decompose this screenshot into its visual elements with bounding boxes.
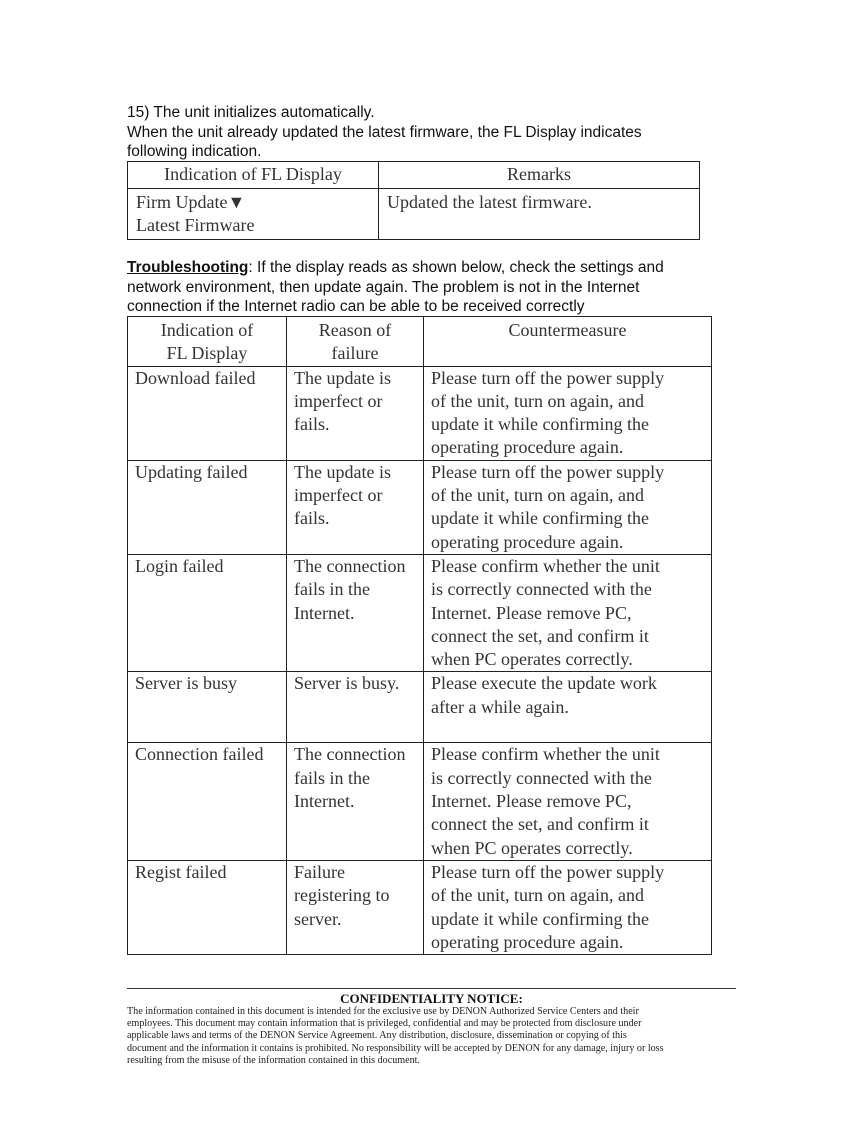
troubleshooting-paragraph <box>127 258 727 317</box>
intro-paragraph <box>127 103 727 162</box>
notice-line: resulting from the misuse of the information contained in this document. <box>127 1054 420 1066</box>
table-row <box>128 554 712 671</box>
step-heading: 15) The unit initializes automatically. <box>127 104 375 121</box>
troubleshooting-text: : If the display reads as shown below, check the settings and <box>248 259 664 276</box>
notice-line: employees. This document may contain information that is privileged, confidential and may be protected from disclosure under <box>127 1018 642 1030</box>
indication-cell: Connection failed <box>128 743 287 860</box>
column-header: Countermeasure <box>424 317 712 367</box>
table-row <box>128 189 700 240</box>
countermeasure-cell: Please confirm whether the unit is correctly connected with the Internet. Please remove PC, connect the set, and confirm it when PC operates correctly. <box>424 554 712 671</box>
reason-cell: The connection fails in the Internet. <box>287 743 424 860</box>
column-header: Remarks <box>379 162 700 189</box>
troubleshooting-line: network environment, then update again. The problem is not in the Internet <box>127 278 640 296</box>
notice-line: The information contained in this document is intended for the exclusive use by DENON Authorized Service Centers and their <box>127 1006 639 1017</box>
reason-cell: The update is imperfect or fails. <box>287 366 424 460</box>
indication-cell: Updating failed <box>128 460 287 554</box>
troubleshooting-label: Troubleshooting <box>127 259 249 276</box>
confidentiality-notice-title: CONFIDENTIALITY NOTICE: <box>340 991 523 1006</box>
troubleshooting-line <box>127 258 727 278</box>
column-header: Indication of FL Display <box>128 317 287 367</box>
table-row <box>128 366 712 460</box>
countermeasure-cell: Please confirm whether the unit is correctly connected with the Internet. Please remove PC, connect the set, and confirm it when PC operates correctly. <box>424 743 712 860</box>
confidentiality-notice-body <box>127 1006 739 1067</box>
intro-line: following indication. <box>127 143 262 160</box>
notice-line: applicable laws and terms of the DENON Service Agreement. Any distribution, disclosure, dissemination or copying of this <box>127 1030 627 1042</box>
intro-line: When the unit already updated the latest firmware, the FL Display indicates <box>127 123 642 141</box>
reason-cell: The connection fails in the Internet. <box>287 554 424 671</box>
fl-display-table <box>127 161 700 240</box>
indication-cell: Download failed <box>128 366 287 460</box>
table-row <box>128 460 712 554</box>
troubleshooting-line: connection if the Internet radio can be able to be received correctly <box>127 298 585 315</box>
countermeasure-cell: Please execute the update work after a while again. <box>424 672 712 743</box>
countermeasure-cell: Please turn off the power supply of the unit, turn on again, and update it while confirming the operating procedure again. <box>424 860 712 954</box>
table-row <box>128 743 712 860</box>
fl-indication-line: Latest Firmware <box>136 215 255 236</box>
reason-cell: Failure registering to server. <box>287 860 424 954</box>
troubleshooting-table <box>127 316 712 955</box>
countermeasure-cell: Please turn off the power supply of the unit, turn on again, and update it while confirming the operating procedure again. <box>424 366 712 460</box>
column-header: Indication of FL Display <box>128 162 379 189</box>
indication-cell: Server is busy <box>128 672 287 743</box>
table-header-row <box>128 162 700 189</box>
footer-divider <box>127 988 736 989</box>
indication-cell: Regist failed <box>128 860 287 954</box>
table-row <box>128 672 712 743</box>
fl-indication-cell <box>128 189 379 240</box>
remarks-cell: Updated the latest firmware. <box>379 189 700 240</box>
column-header: Reason of failure <box>287 317 424 367</box>
reason-cell: The update is imperfect or fails. <box>287 460 424 554</box>
fl-indication-line: Firm Update▼ <box>136 192 246 212</box>
table-row <box>128 860 712 954</box>
reason-cell: Server is busy. <box>287 672 424 743</box>
countermeasure-cell: Please turn off the power supply of the unit, turn on again, and update it while confirming the operating procedure again. <box>424 460 712 554</box>
notice-line: document and the information it contains is prohibited. No responsibility will be accepted by DENON for any damage, injury or loss <box>127 1042 664 1054</box>
indication-cell: Login failed <box>128 554 287 671</box>
table-header-row <box>128 317 712 367</box>
